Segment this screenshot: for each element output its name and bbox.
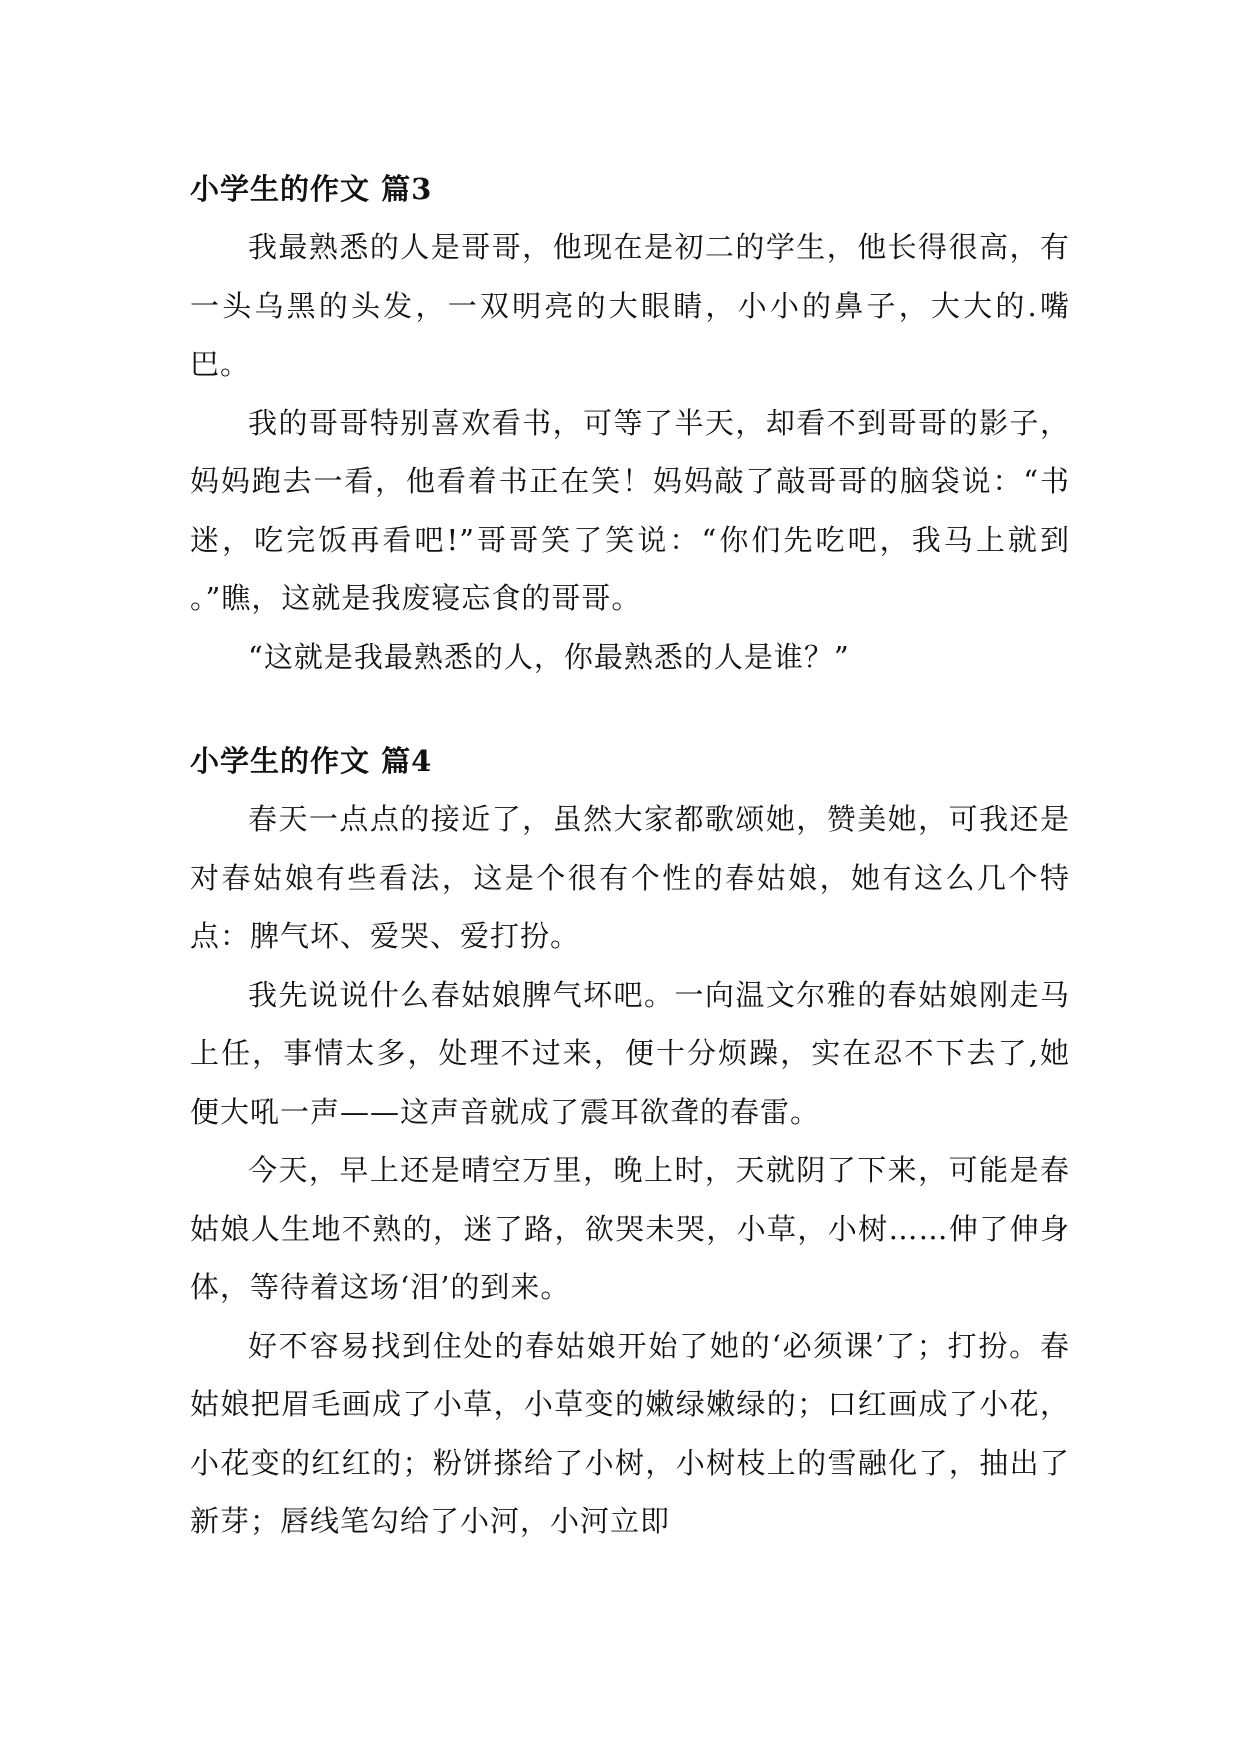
essay-section-4 [190,732,1070,1551]
section-title: 小学生的作文 篇4 [190,744,433,778]
paragraph: 今天，早上还是晴空万里，晚上时，天就阴了下来，可能是春姑娘人生地不熟的，迷了路，欲哭未哭，小草，小树……伸了伸身体，等待着这场‘泪’的到来。 [190,1153,1070,1304]
paragraph: 我先说说什么春姑娘脾气坏吧。一向温文尔雅的春姑娘刚走马上任，事情太多，处理不过来，便十分烦躁，实在忍不下去了,她便大吼一声——这声音就成了震耳欲聋的春雷。 [190,977,1070,1129]
section-title: 小学生的作文 篇3 [190,172,433,206]
paragraph: 我的哥哥特别喜欢看书，可等了半天，却看不到哥哥的影子，妈妈跑去一看，他看着书正在笑！妈妈敲了敲哥哥的脑袋说：“书迷，吃完饭再看吧!”哥哥笑了笑说：“你们先吃吧，我马上就到 。”瞧，这就是我废寝忘食的哥哥。 [190,405,1070,615]
paragraph: 我最熟悉的人是哥哥，他现在是初二的学生，他长得很高，有一头乌黑的头发，一双明亮的大眼睛，小小的鼻子，大大的.嘴巴。 [190,230,1070,381]
paragraph: 好不容易找到住处的春姑娘开始了她的‘必须课’了；打扮。春姑娘把眉毛画成了小草，小草变的嫩绿嫩绿的；口红画成了小花，小花变的红红的；粉饼搽给了小树，小树枝上的雪融化了，抽出了新芽；唇线笔勾给了小河，小河立即 [190,1328,1070,1538]
document-body [190,160,1070,1551]
paragraph: “这就是我最熟悉的人，你最熟悉的人是谁？” [248,639,850,674]
paragraph: 春天一点点的接近了，虽然大家都歌颂她，赞美她，可我还是对春姑娘有些看法，这是个很有个性的春姑娘，她有这么几个特点：脾气坏、爱哭、爱打扮。 [190,802,1070,953]
section-spacer [190,686,1070,732]
essay-section-3 [190,160,1070,686]
